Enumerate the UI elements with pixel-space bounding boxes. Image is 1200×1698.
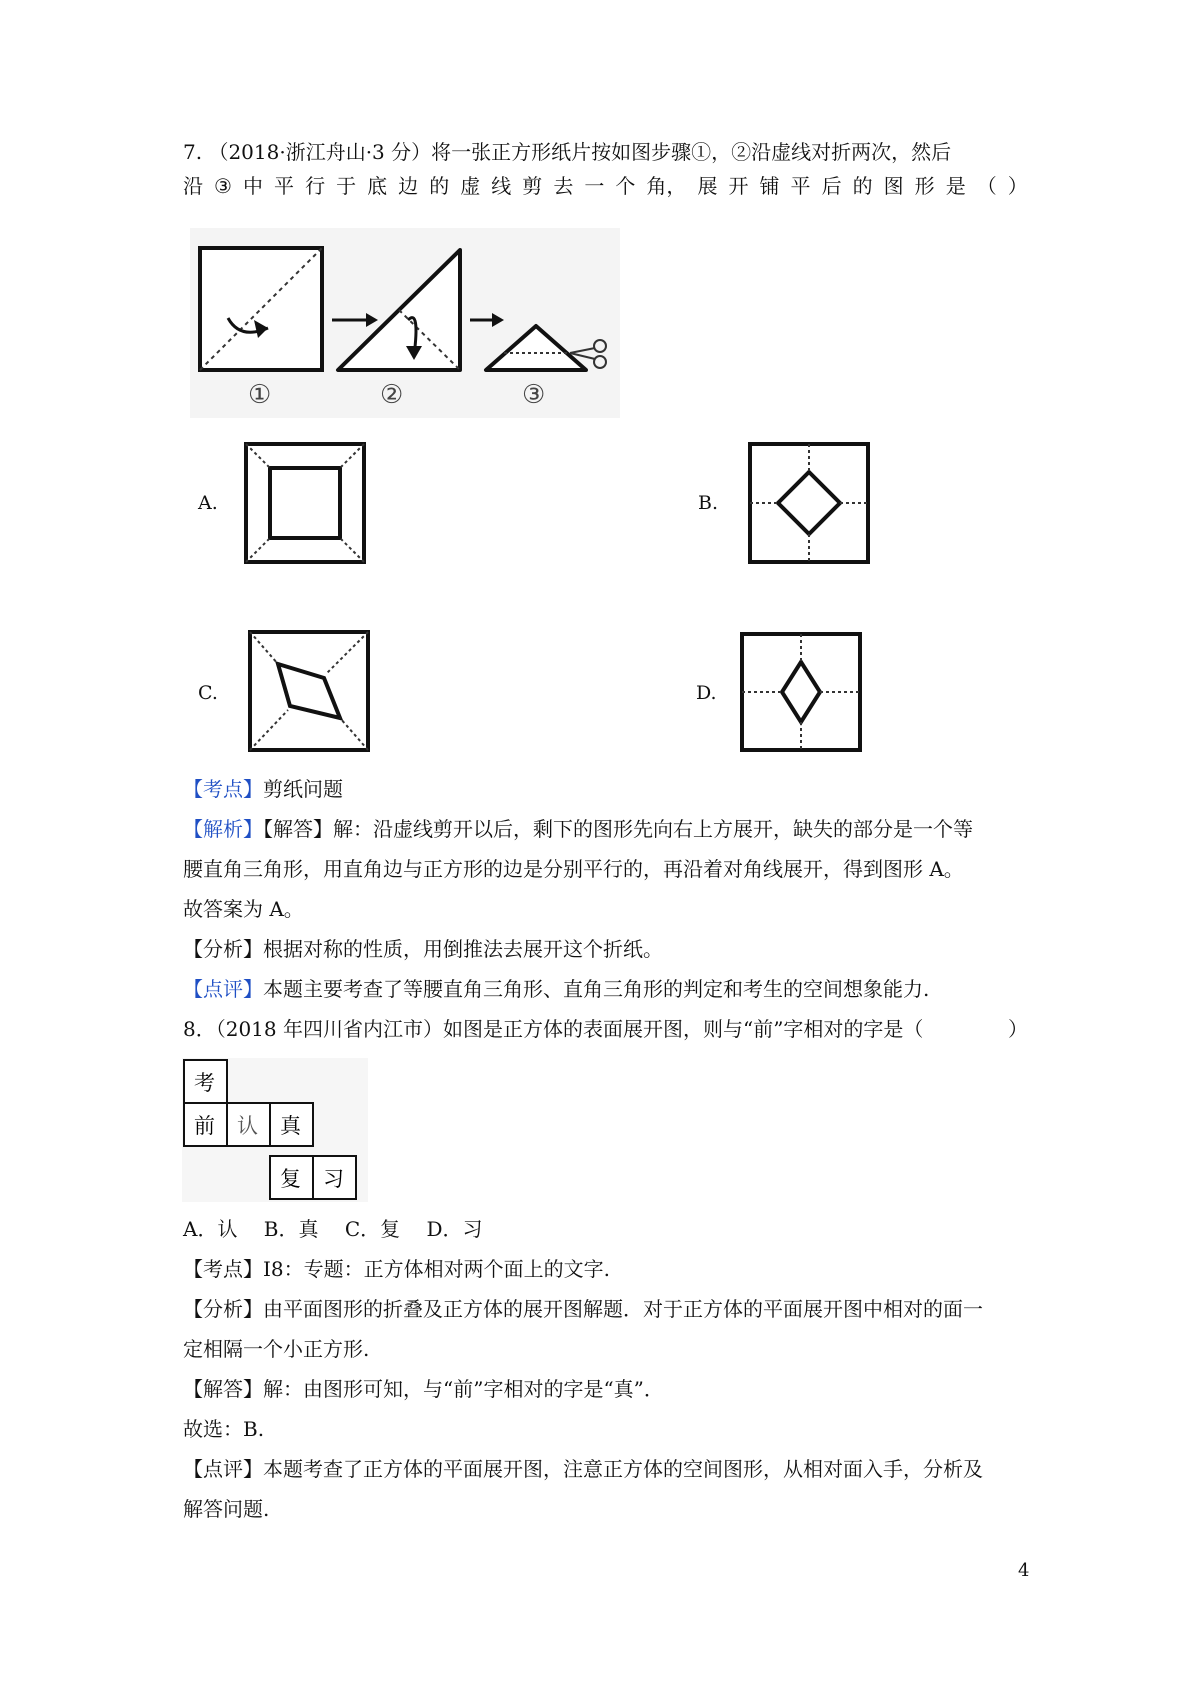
q7-char: 形 — [914, 174, 935, 198]
q7-char: 角， — [646, 174, 687, 198]
q7-char: 是 — [945, 174, 966, 198]
step3-label: ③ — [522, 380, 546, 410]
option-b-figure — [748, 442, 870, 564]
page-number: 4 — [1018, 1560, 1030, 1581]
net-face-ren: 认 — [237, 1114, 258, 1138]
step2-label: ② — [380, 380, 404, 410]
q7-char: （ — [976, 174, 997, 198]
cube-net-figure — [182, 1058, 368, 1202]
net-face-zhen: 真 — [280, 1114, 301, 1138]
q7-fenxi: 【分析】根据对称的性质，用倒推法去展开这个折纸。 — [183, 937, 663, 961]
option-d-figure — [740, 632, 862, 752]
q8-kaodian: 【考点】I8：专题：正方体相对两个面上的文字. — [183, 1257, 610, 1281]
q7-stem-line1: 7. （2018·浙江舟山·3 分）将一张正方形纸片按如图步骤①，②沿虚线对折两次，然后 — [183, 140, 952, 164]
q7-jiexi-line2: 腰直角三角形，用直角边与正方形的边是分别平行的，再沿着对角线展开，得到图形 A。 — [183, 857, 964, 881]
q7-char: 后 — [821, 174, 842, 198]
jiexi-text: 【解答】解：沿虚线剪开以后，剩下的图形先向右上方展开，缺失的部分是一个等 — [263, 817, 973, 841]
q7-stem-line2 — [183, 172, 1028, 200]
q7-char: 行 — [305, 174, 326, 198]
jiexi-tag: 【解析】 — [183, 817, 263, 841]
q7-char: 去 — [553, 174, 574, 198]
net-face-kao: 考 — [194, 1071, 215, 1095]
q7-char: 平 — [274, 174, 295, 198]
option-c-figure — [248, 630, 370, 752]
q7-char: 图 — [883, 174, 904, 198]
q7-char: 平 — [790, 174, 811, 198]
q7-char: 一 — [584, 174, 605, 198]
q7-char: 铺 — [759, 174, 780, 198]
kaodian-text: 剪纸问题 — [263, 777, 343, 801]
q8-fenxi-line1: 【分析】由平面图形的折叠及正方体的展开图解题．对于正方体的平面展开图中相对的面一 — [183, 1297, 983, 1321]
q8-guxuan: 故选：B. — [183, 1417, 265, 1441]
option-b-label: B. — [698, 492, 719, 514]
q8-fenxi-line2: 定相隔一个小正方形. — [183, 1337, 370, 1361]
q7-char: 开 — [728, 174, 749, 198]
q7-char: 剪 — [522, 174, 543, 198]
option-a-label: A. — [198, 492, 218, 514]
q7-jiexi-line3: 故答案为 A。 — [183, 897, 304, 921]
q7-dianping — [183, 975, 1028, 1003]
q7-jiexi — [183, 815, 1028, 843]
q8-stem — [183, 1015, 1028, 1043]
q8-dianping-line2: 解答问题. — [183, 1497, 270, 1521]
folding-steps-figure — [190, 228, 620, 418]
q7-char: 沿 — [183, 174, 203, 198]
q7-char: 虚 — [460, 174, 481, 198]
q7-char: 中 — [243, 174, 263, 198]
q7-kaodian — [183, 775, 1028, 803]
kaodian-tag: 【考点】 — [183, 777, 263, 801]
q7-char: 于 — [336, 174, 357, 198]
q8-choices: A．认 B．真 C．复 D．习 — [183, 1217, 483, 1241]
q7-char: 的 — [852, 174, 873, 198]
q8-jieda: 【解答】解：由图形可知，与“前”字相对的字是“真”． — [183, 1377, 664, 1401]
net-face-qian: 前 — [194, 1114, 215, 1138]
q8-stem-text: 8．（2018 年四川省内江市）如图是正方体的表面展开图，则与“前”字相对的字是（ — [183, 1017, 924, 1041]
net-face-xi: 习 — [323, 1167, 344, 1191]
q7-char: 个 — [615, 174, 636, 198]
q8-dianping-line1: 【点评】本题考查了正方体的平面展开图，注意正方体的空间图形，从相对面入手，分析及 — [183, 1457, 983, 1481]
dianping-text: 本题主要考查了等腰直角三角形、直角三角形的判定和考生的空间想象能力. — [263, 977, 930, 1001]
option-c-label: C. — [198, 682, 218, 704]
option-a-figure — [244, 442, 366, 564]
q7-char: ③ — [214, 174, 232, 198]
net-face-fu: 复 — [280, 1167, 301, 1191]
step1-label: ① — [248, 380, 272, 410]
option-d-label: D. — [696, 682, 717, 704]
q7-char: 展 — [697, 174, 718, 198]
q7-char: 线 — [491, 174, 512, 198]
q8-stem-paren: ） — [1008, 1017, 1028, 1041]
q7-char: 边 — [398, 174, 419, 198]
q7-char: 的 — [429, 174, 450, 198]
q7-char: ） — [1007, 174, 1028, 198]
dianping-tag: 【点评】 — [183, 977, 263, 1001]
q7-char: 底 — [367, 174, 388, 198]
